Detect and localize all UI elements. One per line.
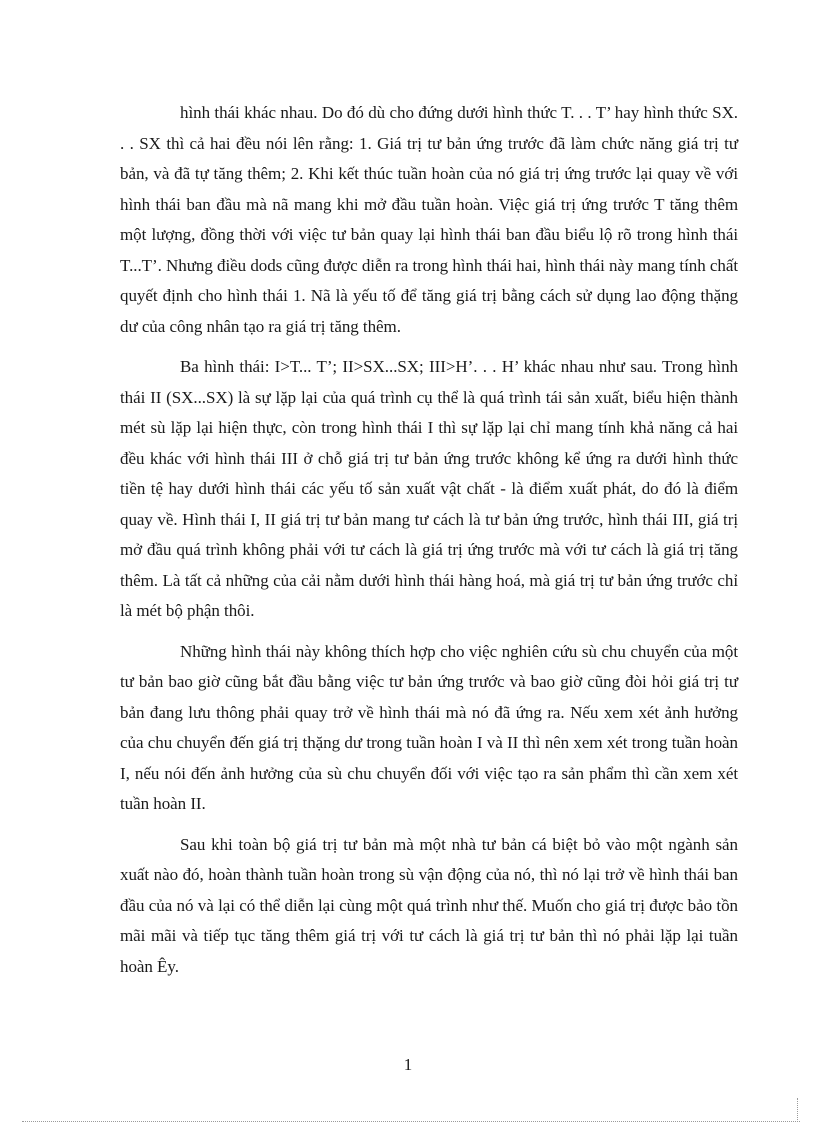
page-number: 1 — [403, 1055, 413, 1074]
page-bottom-border — [22, 1121, 800, 1122]
paragraph-2: Ba hình thái: I>T... T’; II>SX...SX; III>H’. . . H’ khác nhau như sau. Trong hình thái II (SX...SX) là sự lặp lại của quá trình cụ thể là quá trình tái sản xuất, biểu hiện thành mét sù lặp lại hiện thực, còn trong hình thái I thì sự lặp lại chỉ mang tính khả năng cả hai đều khác với hình thái III ở chỗ giá trị tư bản ứng trước không kể ứng ra dưới hình thức tiền tệ hay dưới hình thái các yếu tố sản xuất vật chất - là điểm xuất phát, do đó là điểm quay về. Hình thái I, II giá trị tư bản mang tư cách là tư bản ứng trước, hình thái III, giá trị mở đầu quá trình không phải với tư cách là giá trị ứng trước mà với tư cách là giá trị tăng thêm. Là tất cả những của cải nằm dưới hình thái hàng hoá, mà giá trị tư bản ứng trước chỉ là mét bộ phận thôi. — [120, 357, 738, 620]
page-corner-border — [797, 1098, 798, 1122]
paragraph-4: Sau khi toàn bộ giá trị tư bản mà một nhà tư bản cá biệt bỏ vào một ngành sản xuất nào đó, hoàn thành tuần hoàn trong sù vận động của nó, thì nó lại trở về hình thái ban đầu của nó và lại có thể diễn lại cùng một quá trình như thế. Muốn cho giá trị được bảo tồn mãi mãi và tiếp tục tăng thêm giá trị với tư cách là giá trị tư bản thì nó phải lặp lại tuần hoàn Êy. — [120, 834, 738, 976]
page-body — [120, 98, 738, 992]
paragraph-1: hình thái khác nhau. Do đó dù cho đứng dưới hình thức T. . . T’ hay hình thức SX. . . SX thì cả hai đều nói lên rằng: 1. Giá trị tư bản ứng trước đã làm chức năng giá trị tư bản, và đã tự tăng thêm; 2. Khi kết thúc tuần hoàn của nó giá trị ứng trước lại quay về với hình thái ban đầu mà nã mang khi mở đầu tuần hoàn. Việc giá trị ứng trước T tăng thêm một lượng, đồng thời với việc tư bản quay lại hình thái ban đầu biểu lộ rõ trong hình thái T...T’. Nhưng điều dods cũng được diễn ra trong hình thái hai, hình thái này mang tính chất quyết định cho hình thái 1. Nã là yếu tố để tăng giá trị bằng cách sử dụng lao động thặng dư của công nhân tạo ra giá trị tăng thêm. — [120, 103, 738, 336]
paragraph-3: Những hình thái này không thích hợp cho việc nghiên cứu sù chu chuyển của một tư bản bao giờ cũng bắt đầu bằng việc tư bản ứng trước và bao giờ cũng đòi hỏi giá trị tư bản đang lưu thông phải quay trở về hình thái mà nó đã ứng ra. Nếu xem xét ảnh hưởng của chu chuyển đến giá trị thặng dư trong tuần hoàn I và II thì nên xem xét trong tuần hoàn I, nếu nói đến ảnh hưởng của sù chu chuyển đối với việc tạo ra sản phẩm thì cần xem xét tuần hoàn II. — [120, 641, 738, 813]
